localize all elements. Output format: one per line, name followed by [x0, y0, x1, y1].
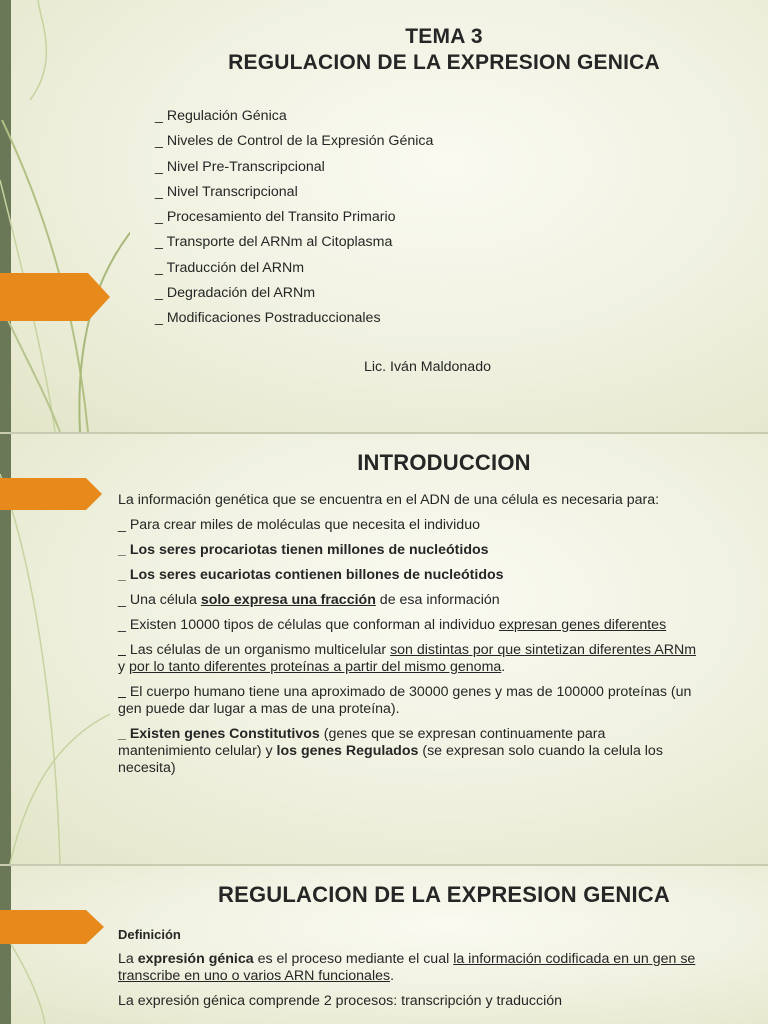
paragraph: La expresión génica comprende 2 procesos: transcripción y traducción: [118, 993, 562, 1009]
list-item: _ Procesamiento del Transito Primario: [155, 209, 396, 226]
paragraph: _ El cuerpo humano tiene una aproximado de 30000 genes y mas de 100000 proteínas (un gen puede dar lugar a mas de una proteína).: [118, 684, 692, 717]
paragraph: _ Para crear miles de moléculas que necesita el individuo: [118, 517, 480, 533]
list-item: _ Modificaciones Postraduccionales: [155, 310, 381, 327]
title-line-2: REGULACION DE LA EXPRESION GENICA: [228, 51, 660, 74]
slide-title: REGULACION DE LA EXPRESION GENICA: [218, 882, 670, 907]
slide-body: [118, 492, 698, 785]
leaf-decoration: [0, 866, 120, 1024]
slide-3: [0, 866, 768, 1024]
list-item: _ Niveles de Control de la Expresión Génica: [155, 133, 434, 150]
list-item: _ Nivel Transcripcional: [155, 183, 298, 200]
slide-1: [0, 0, 768, 432]
slide-2: [0, 434, 768, 864]
paragraph: La expresión génica es el proceso mediante el cual la información codificada en un gen se transcribe en uno o varios ARN funcionales.: [118, 951, 696, 984]
leaf-decoration: [0, 0, 130, 432]
paragraph: La información genética que se encuentra en el ADN de una célula es necesaria para:: [118, 492, 660, 508]
list-item: _ Transporte del ARNm al Citoplasma: [155, 234, 393, 251]
paragraph: _ Existen 10000 tipos de células que conforman al individuo expresan genes diferentes: [118, 617, 667, 633]
list-item: _ Degradación del ARNm: [155, 285, 316, 302]
orange-arrow-marker: [0, 910, 104, 944]
topic-list: [155, 106, 433, 334]
list-item: _ Traducción del ARNm: [155, 259, 305, 276]
orange-arrow-marker: [0, 273, 110, 321]
list-item: _ Nivel Pre-Transcripcional: [155, 158, 325, 175]
slide-body: [118, 926, 718, 1018]
paragraph: _ Los seres eucariotas contienen billones de nucleótidos: [118, 567, 504, 583]
paragraph: _ Los seres procariotas tienen millones de nucleótidos: [118, 542, 489, 558]
orange-arrow-marker: [0, 478, 102, 510]
paragraph: _ Las células de un organismo multicelular son distintas por que sintetizan diferentes ARNm y por lo tanto diferentes proteínas a partir del mismo genoma.: [118, 642, 697, 675]
definition-heading: Definición: [118, 927, 181, 942]
title-line-1: TEMA 3: [405, 25, 483, 48]
paragraph: _ Existen genes Constitutivos (genes que se expresan continuamente para mantenimiento celular) y los genes Regulados (se expresan solo cuando la celula los necesita): [118, 726, 663, 776]
slide-title: INTRODUCCION: [357, 450, 531, 475]
slide-title: [120, 24, 768, 76]
author-credit: Lic. Iván Maldonado: [364, 359, 491, 375]
paragraph: _ Una célula solo expresa una fracción de esa información: [118, 592, 500, 608]
list-item: _ Regulación Génica: [155, 108, 287, 124]
